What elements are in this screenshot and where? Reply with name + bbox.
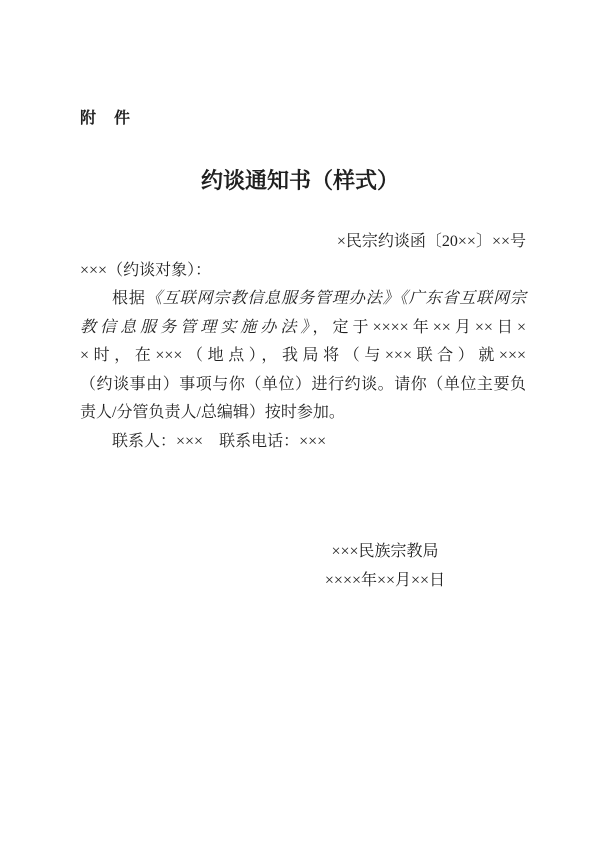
body-text: ×时，在×××（地点），我局将（与×××联合）就××× <box>80 347 526 364</box>
body-paragraph-line <box>80 371 526 400</box>
body-paragraph-line <box>80 314 526 343</box>
body-paragraph <box>80 285 526 428</box>
body-text: （约谈事由）事项与你（单位）进行约谈。请你（单位主要负 <box>80 375 526 393</box>
body-text: 责人/分管负责人/总编辑）按时参加。 <box>80 404 345 421</box>
law-title-citation: 《互联网宗教信息服务管理办法》《广东省互联网宗 <box>145 290 526 307</box>
signature-block <box>255 538 515 595</box>
body-text: 根据 <box>112 290 146 307</box>
signature-date: ××××年××月××日 <box>324 571 446 589</box>
signature-agency: ×××民族宗教局 <box>331 543 439 560</box>
body-text: ，定于××××年××月××日× <box>312 318 526 336</box>
recipient-line: ×××（约谈对象）： <box>80 261 212 279</box>
attachment-label: 附 件 <box>80 110 132 127</box>
document-title: 约谈通知书（样式） <box>200 168 399 193</box>
contact-line: 联系人：××× 联系电话：××× <box>112 432 327 450</box>
body-paragraph-line <box>80 399 526 428</box>
document-number: ×民宗约谈函〔20××〕××号 <box>336 233 526 250</box>
body-paragraph-line <box>80 285 526 314</box>
law-title-citation: 教信息服务管理实施办法》 <box>80 318 313 336</box>
document-body <box>80 228 526 456</box>
body-paragraph-line <box>80 342 526 371</box>
